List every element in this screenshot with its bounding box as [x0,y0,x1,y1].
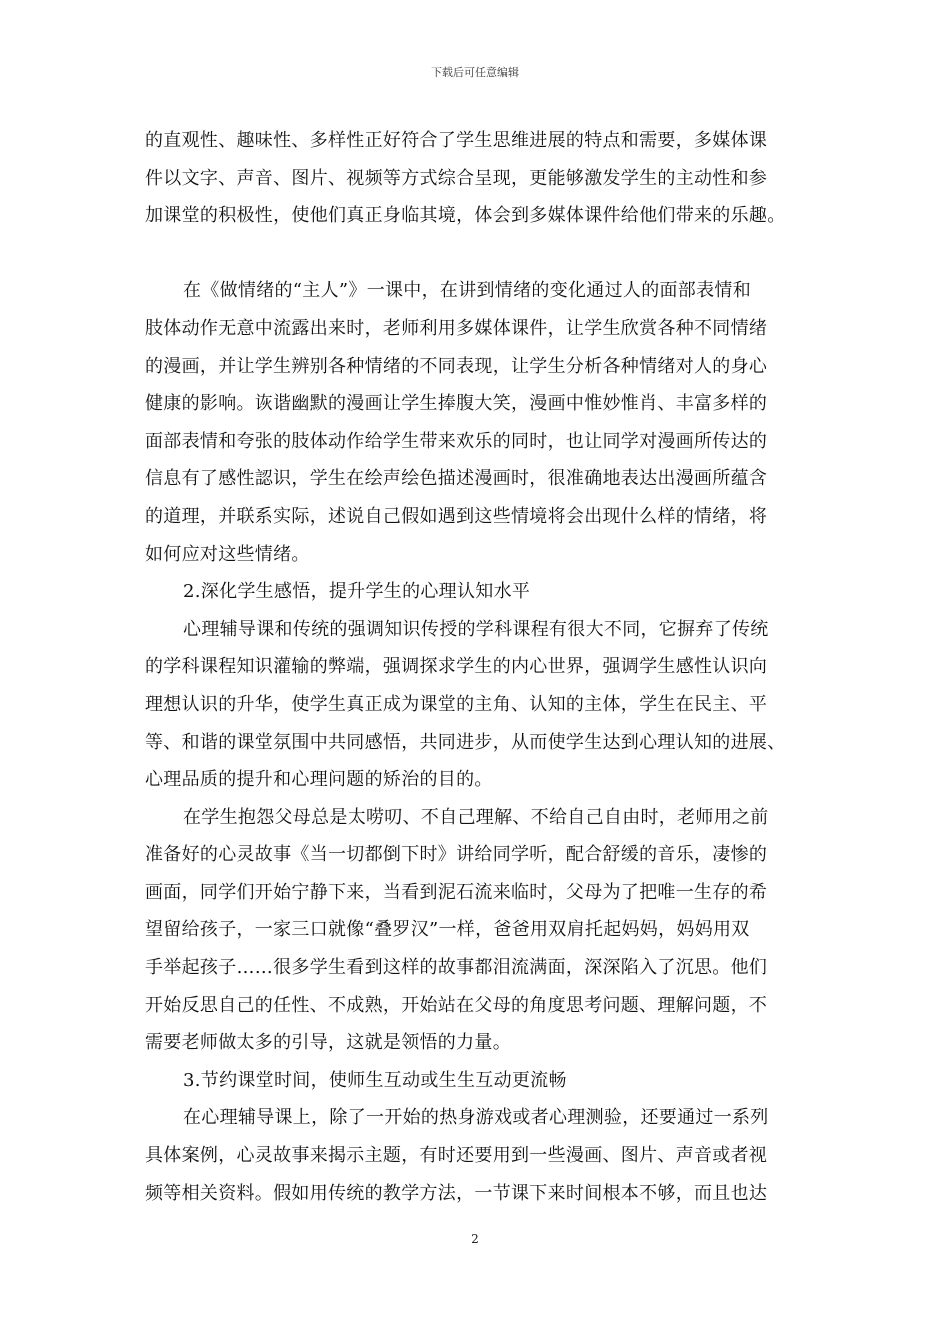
text-line: 件以文字、声音、图片、视频等方式综合呈现，更能够激发学生的主动性和参 [145,167,768,189]
text-line: 手举起孩子……很多学生看到这样的故事都泪流满面，深深陷入了沉思。他们 [145,957,768,979]
page-header: 下载后可任意编辑 [431,66,519,79]
text-line: 的漫画，并让学生辨别各种情绪的不同表现，让学生分析各种情绪对人的身心 [145,355,768,377]
paragraph-gap [145,235,815,273]
text-line: 心理品质的提升和心理问题的矫治的目的。 [145,769,493,791]
page-number: 2 [471,1232,479,1246]
text-line: 心理辅导课和传统的强调知识传授的学科课程有很大不同，它摒弃了传统 [183,618,769,640]
text-line: 的道理，并联系实际，述说自己假如遇到这些情境将会出现什么样的情绪，将 [145,505,768,527]
text-line: 准备好的心灵故事《当一切都倒下时》讲给同学听，配合舒缓的音乐，凄惨的 [145,844,768,866]
document-body [145,122,815,1212]
text-line: 的学科课程知识灌输的弊端，强调探求学生的内心世界，强调学生感性认识向 [145,656,768,678]
text-line: 在心理辅导课上，除了一开始的热身游戏或者心理测验，还要通过一系列 [183,1107,769,1129]
text-line: 等、和谐的课堂氛围中共同感悟，共同进步，从而使学生达到心理认知的进展、 [145,731,786,753]
text-line: 信息有了感性認识，学生在绘声绘色描述漫画时，很准确地表达出漫画所蕴含 [145,468,768,490]
text-line: 需要老师做太多的引导，这就是领悟的力量。 [145,1032,511,1054]
text-line: 肢体动作无意中流露出来时，老师利用多媒体课件，让学生欣赏各种不同情绪 [145,317,768,339]
text-line: 健康的影响。诙谐幽默的漫画让学生捧腹大笑，漫画中惟妙惟肖、丰富多样的 [145,393,768,415]
text-line: 开始反思自己的任性、不成熟，开始站在父母的角度思考问题、理解问题，不 [145,994,768,1016]
section-heading: 3.节约课堂时间，使师生互动或生生互动更流畅 [183,1069,567,1091]
text-line: 如何应对这些情绪。 [145,543,310,565]
text-line: 频等相关资料。假如用传统的教学方法，一节课下来时间根本不够，而且也达 [145,1182,768,1204]
text-line: 面部表情和夸张的肢体动作给学生带来欢乐的同时，也让同学对漫画所传达的 [145,430,768,452]
text-line: 理想认识的升华，使学生真正成为课堂的主角、认知的主体，学生在民主、平 [145,693,768,715]
text-line: 望留给孩子，一家三口就像“叠罗汉”一样，爸爸用双肩托起妈妈，妈妈用双 [145,919,750,941]
text-line: 加课堂的积极性，使他们真正身临其境，体会到多媒体课件给他们带来的乐趣。 [145,205,786,227]
section-heading: 2.深化学生感悟，提升学生的心理认知水平 [183,581,531,603]
text-line: 画面，同学们开始宁静下来，当看到泥石流来临时，父母为了把唯一生存的希 [145,881,768,903]
text-line: 的直观性、趣味性、多样性正好符合了学生思维进展的特点和需要，多媒体课 [145,130,768,151]
text-line: 具体案例，心灵故事来揭示主题，有时还要用到一些漫画、图片、声音或者视 [145,1145,768,1167]
text-line: 在《做情绪的“主人”》一课中，在讲到情绪的变化通过人的面部表情和 [183,280,752,302]
text-line: 在学生抱怨父母总是太唠叨、不自己理解、不给自己自由时，老师用之前 [183,806,769,828]
